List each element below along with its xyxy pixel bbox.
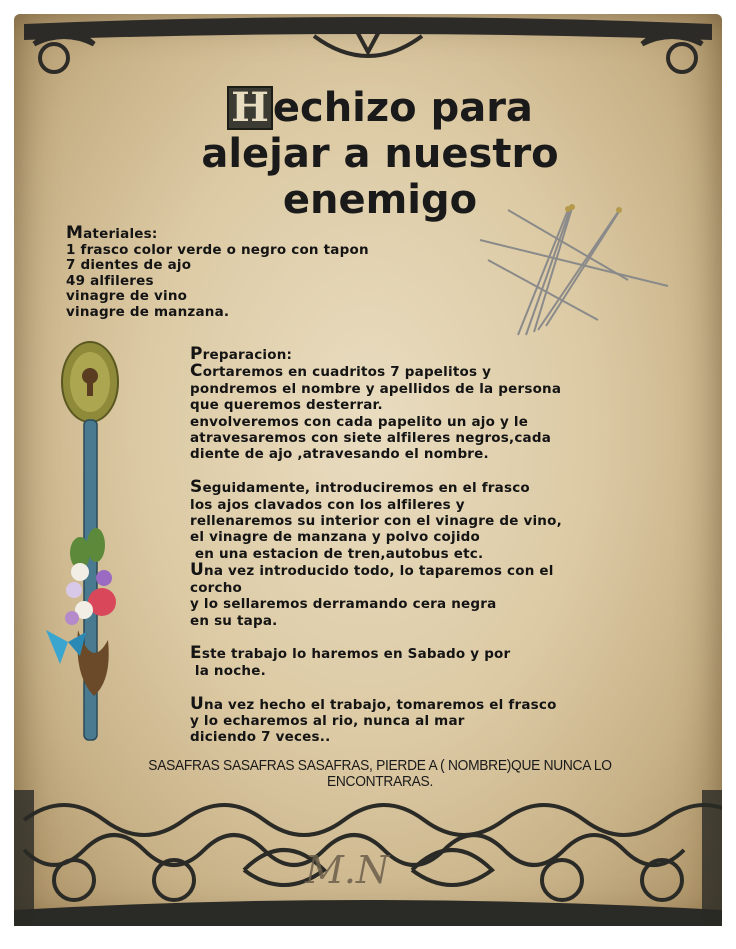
title-line1: echizo para [272,85,533,131]
paragraph-2: eguidamente, introduciremos en el frasco los ajos clavados con los alfileres y rellenaremos su interior con el vinagre de vino, el vinagre de manzana y polvo cojido en una estacion de tren,autobus etc. [190,480,562,562]
paragraph-cap: S [190,477,203,498]
materials-item: 1 frasco color verde o negro con tapon [66,241,369,258]
materials-section [66,223,369,321]
paragraph-3: na vez introducido todo, lo taparemos con el corcho y lo sellaremos derramando cera negra en su tapa. [190,563,554,629]
paragraph-cap: U [190,560,205,581]
paragraph-cap: C [190,361,203,382]
materials-heading: ateriales: [83,226,158,242]
paragraph-cap: U [190,693,205,714]
paragraph-4: ste trabajo lo haremos en Sabado y por la noche. [194,646,511,679]
materials-item: 49 alfileres [66,272,154,289]
materials-item: vinagre de manzana. [66,303,230,320]
preparation-heading: reparacion: [202,347,293,363]
chant-text: SASAFRAS SASAFRAS SASAFRAS, PIERDE A ( NOMBRE)QUE NUNCA LO ENCONTRARAS. [148,758,612,790]
materials-item: vinagre de vino [66,288,188,305]
materials-heading-cap: M [66,223,84,243]
preparation-section [190,346,562,746]
title-initial: H [227,86,273,130]
title-line2: alejar a nuestro [201,131,559,177]
pins-icon [478,200,673,340]
spoon-flowers-icon [44,340,124,745]
preparation-heading-cap: P [190,344,203,364]
paragraph-5: na vez hecho el trabajo, tomaremos el frasco y lo echaremos al rio, nunca al mar diciendo 7 veces.. [190,696,557,746]
title-line3: enemigo [282,177,478,223]
paragraph-1: ortaremos en cuadritos 7 papelitos y pondremos el nombre y apellidos de la persona que queremos desterrar. envolveremos con cada papelito un ajo y le atravesaremos con siete alfileres negros,cada diente de ajo ,atravesando el nombre. [190,364,562,463]
ornate-border-top-icon [14,14,722,84]
materials-item: 7 dientes de ajo [66,257,192,274]
paragraph-cap: E [190,643,202,664]
signature: M.N [305,848,390,892]
